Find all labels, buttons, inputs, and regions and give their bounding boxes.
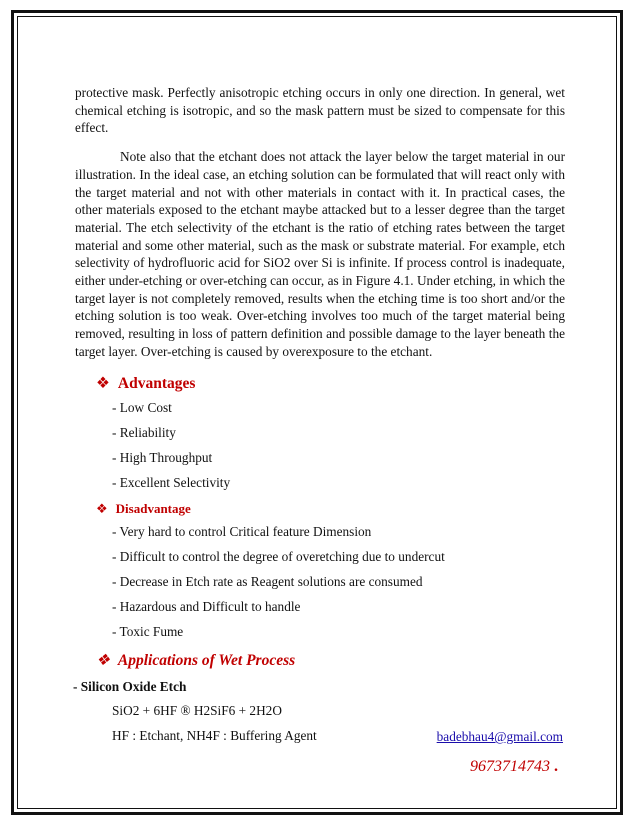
- paragraph-2: Note also that the etchant does not attack the layer below the target material in our illustration. In the ideal case, an etching solution can be formulated that will react only with the target material and not with other materials in contact with it. In practical cases, the other materials exposed to the etchant maybe attacked but to a lesser degree than the target material. The etch selectivity of the etchant is the ratio of etching rates between the target material and some other material, such as the mask or substrate material. For example, etch selectivity of hydrofluoric acid for SiO2 over Si is infinite. If process control is inadequate, either under-etching or over-etching can occur, as in Figure 4.1. Under etching, in which the target layer is not completely removed, results when the etching time is too short and/or the etching solution is too weak. Over-etching involves too much of the target material being removed, resulting in loss of pattern definition and possible damage to the layer beneath the target layer. Over-etching is caused by overexposure to the etchant.: [75, 149, 566, 359]
- phone-number: [470, 758, 558, 776]
- advantages-title: Advantages: [117, 374, 196, 392]
- phone-suffix: .: [554, 758, 558, 775]
- diamond-star-bullet-icon: ❖: [96, 500, 108, 516]
- list-item: - Reliability: [112, 424, 176, 440]
- list-item: - Very hard to control Critical feature Dimension: [112, 523, 372, 539]
- paragraph-1: protective mask. Perfectly anisotropic etching occurs in only one direction. In general, wet chemical etching is isotropic, and so the mask pattern must be sized to compensate for this effect.: [75, 85, 565, 136]
- silicon-oxide-etch-subheading: - Silicon Oxide Etch: [73, 678, 187, 694]
- list-item: - Hazardous and Difficult to handle: [112, 598, 301, 614]
- list-item: - Difficult to control the degree of overetching due to undercut: [112, 548, 445, 564]
- diamond-star-bullet-icon: ❖: [96, 374, 110, 392]
- list-item: - Low Cost: [112, 399, 172, 415]
- advantages-heading: [96, 373, 565, 395]
- disadvantage-heading: [96, 499, 565, 519]
- list-item: - High Throughput: [112, 449, 213, 465]
- applications-heading: [96, 650, 565, 672]
- phone-digits: 9673714743: [470, 758, 550, 775]
- list-item: - Toxic Fume: [112, 623, 184, 639]
- etchant-note: HF : Etchant, NH4F : Buffering Agent: [112, 727, 317, 743]
- diamond-star-bullet-icon: ❖: [96, 651, 110, 669]
- chemical-equation: SiO2 + 6HF ® H2SiF6 + 2H2O: [112, 702, 282, 718]
- disadvantage-title: Disadvantage: [115, 500, 191, 516]
- applications-title: Applications of Wet Process: [117, 651, 296, 669]
- list-item: - Excellent Selectivity: [112, 474, 231, 490]
- list-item: - Decrease in Etch rate as Reagent solutions are consumed: [112, 573, 423, 589]
- email-link[interactable]: badebhau4@gmail.com: [436, 729, 563, 744]
- document-body: [75, 84, 565, 748]
